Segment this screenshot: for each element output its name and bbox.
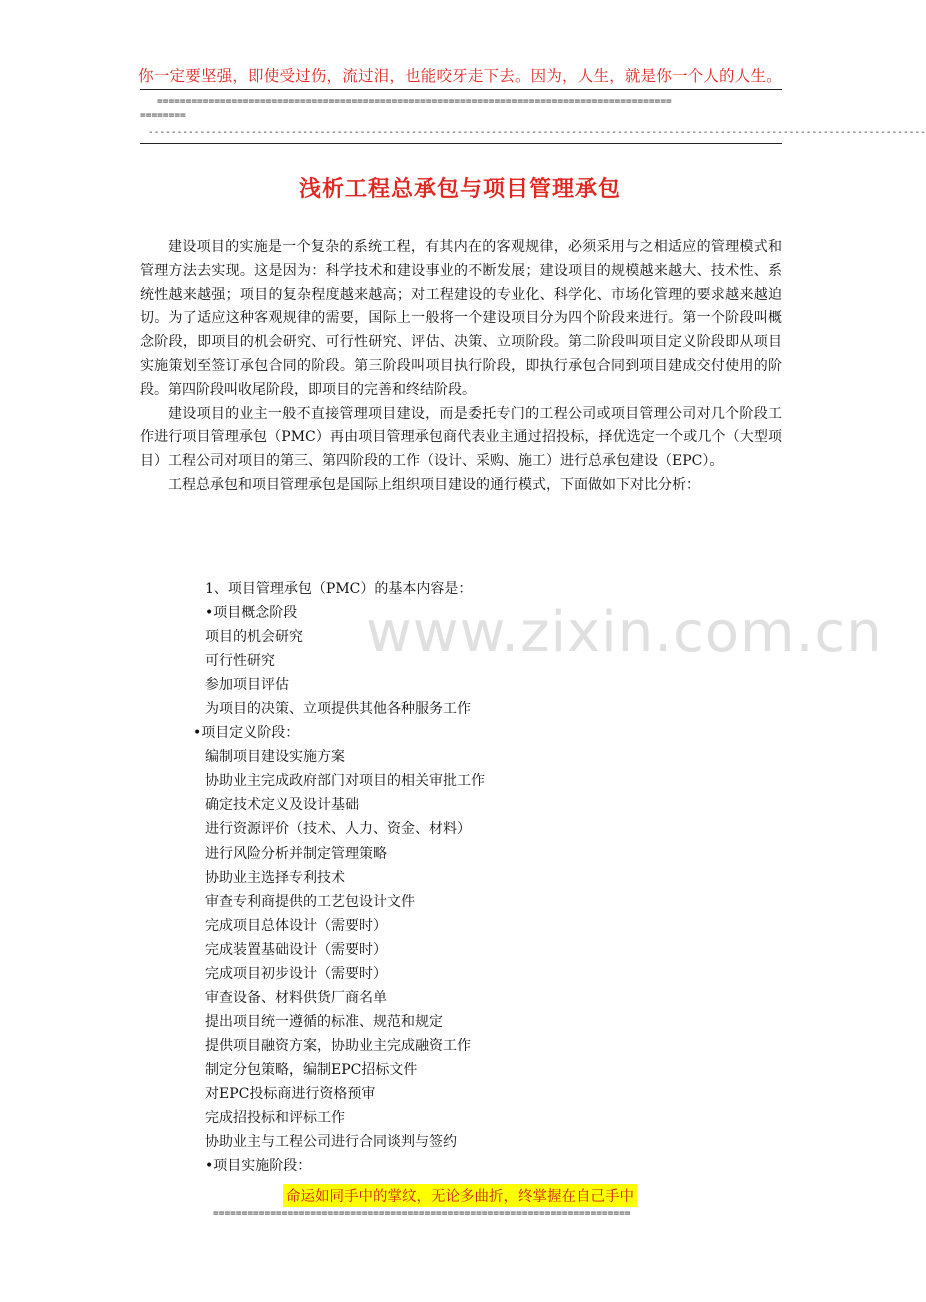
list-item: 完成装置基础设计（需要时） — [205, 941, 387, 958]
list-item: 确定技术定义及设计基础 — [205, 797, 359, 814]
header-rule-bottom — [140, 143, 782, 144]
header-equals-line-continued: ======== — [140, 110, 186, 121]
watermark: www.zixin.com.cn — [366, 600, 883, 665]
list-item: 进行风险分析并制定管理策略 — [205, 845, 387, 862]
header-equals-line: ========================================================================================== — [157, 96, 672, 107]
list-item: 制定分包策略，编制EPC招标文件 — [205, 1061, 418, 1078]
list-item: 完成项目总体设计（需要时） — [205, 917, 387, 934]
pmc-content-list — [193, 577, 765, 1178]
paragraph: 建设项目的业主一般不直接管理项目建设，而是委托专门的工程公司或项目管理公司对几个阶段工作进行项目管理承包（PMC）再由项目管理承包商代表业主通过招投标，择优选定一个或几个（大型项目）工程公司对项目的第三、第四阶段的工作（设计、采购、施工）进行总承包建设（EPC）。 — [140, 405, 782, 470]
body-paragraphs — [140, 236, 782, 498]
list-item: 审查设备、材料供货厂商名单 — [205, 989, 387, 1006]
list-item: 协助业主与工程公司进行合同谈判与签约 — [205, 1134, 457, 1151]
header-rule-top — [140, 89, 782, 90]
list-item: 完成项目初步设计（需要时） — [205, 965, 387, 982]
footer-quote: 命运如同手中的掌纹，无论多曲折，终掌握在自己手中 — [283, 1184, 637, 1207]
paragraph: 工程总承包和项目管理承包是国际上组织项目建设的通行模式，下面做如下对比分析： — [168, 476, 700, 493]
footer-quote-row — [0, 1184, 920, 1207]
footer-equals-line: ========================================================================= — [213, 1208, 631, 1219]
list-item: 可行性研究 — [205, 653, 275, 670]
list-item: 完成招投标和评标工作 — [205, 1110, 345, 1127]
list-section-bullet: •项目实施阶段： — [205, 1158, 312, 1175]
list-item: 进行资源评价（技术、人力、资金、材料） — [205, 821, 471, 838]
list-item: 协助业主选择专利技术 — [205, 869, 345, 886]
list-item: 参加项目评估 — [205, 677, 289, 694]
header-quote: 你一定要坚强，即使受过伤，流过泪，也能咬牙走下去。因为，人生，就是你一个人的人生。 — [138, 67, 782, 85]
list-item: 提供项目融资方案，协助业主完成融资工作 — [205, 1037, 471, 1054]
list-item: 提出项目统一遵循的标准、规范和规定 — [205, 1013, 443, 1030]
document-title: 浅析工程总承包与项目管理承包 — [298, 176, 621, 202]
list-item: 编制项目建设实施方案 — [205, 749, 345, 766]
list-item: 协助业主完成政府部门对项目的相关审批工作 — [205, 773, 485, 790]
list-item: 审查专利商提供的工艺包设计文件 — [205, 893, 415, 910]
list-item: 对EPC投标商进行资格预审 — [205, 1085, 376, 1102]
list-heading: 1、项目管理承包（PMC）的基本内容是： — [205, 581, 473, 597]
paragraph: 建设项目的实施是一个复杂的系统工程，有其内在的客观规律，必须采用与之相适应的管理模式和管理方法去实现。这是因为：科学技术和建设事业的不断发展；建设项目的规模越来越大、技术性、系统性越来越强；项目的复杂程度越来越高；对工程建设的专业化、科学化、市场化管理的要求越来越迫切。为了适应这种客观规律的需要，国际上一般将一个建设项目分为四个阶段来进行。第一个阶段叫概念阶段，即项目的机会研究、可行性研究、评估、决策、立项阶段。第二阶段叫项目定义阶段即从项目实施策划至签订承包合同的阶段。第三阶段叫项目执行阶段，即执行承包合同到项目建成交付使用的阶段。第四阶段叫收尾阶段，即项目的完善和终结阶段。 — [140, 239, 782, 398]
list-item: 项目的机会研究 — [205, 629, 303, 646]
list-section-bullet: •项目定义阶段： — [193, 725, 300, 742]
header-dash-line: ---------------------------------------------------------------------------------------------------------------------------------------- — [148, 127, 926, 138]
list-section-bullet: •项目概念阶段 — [205, 605, 298, 622]
list-item: 为项目的决策、立项提供其他各种服务工作 — [205, 701, 471, 718]
